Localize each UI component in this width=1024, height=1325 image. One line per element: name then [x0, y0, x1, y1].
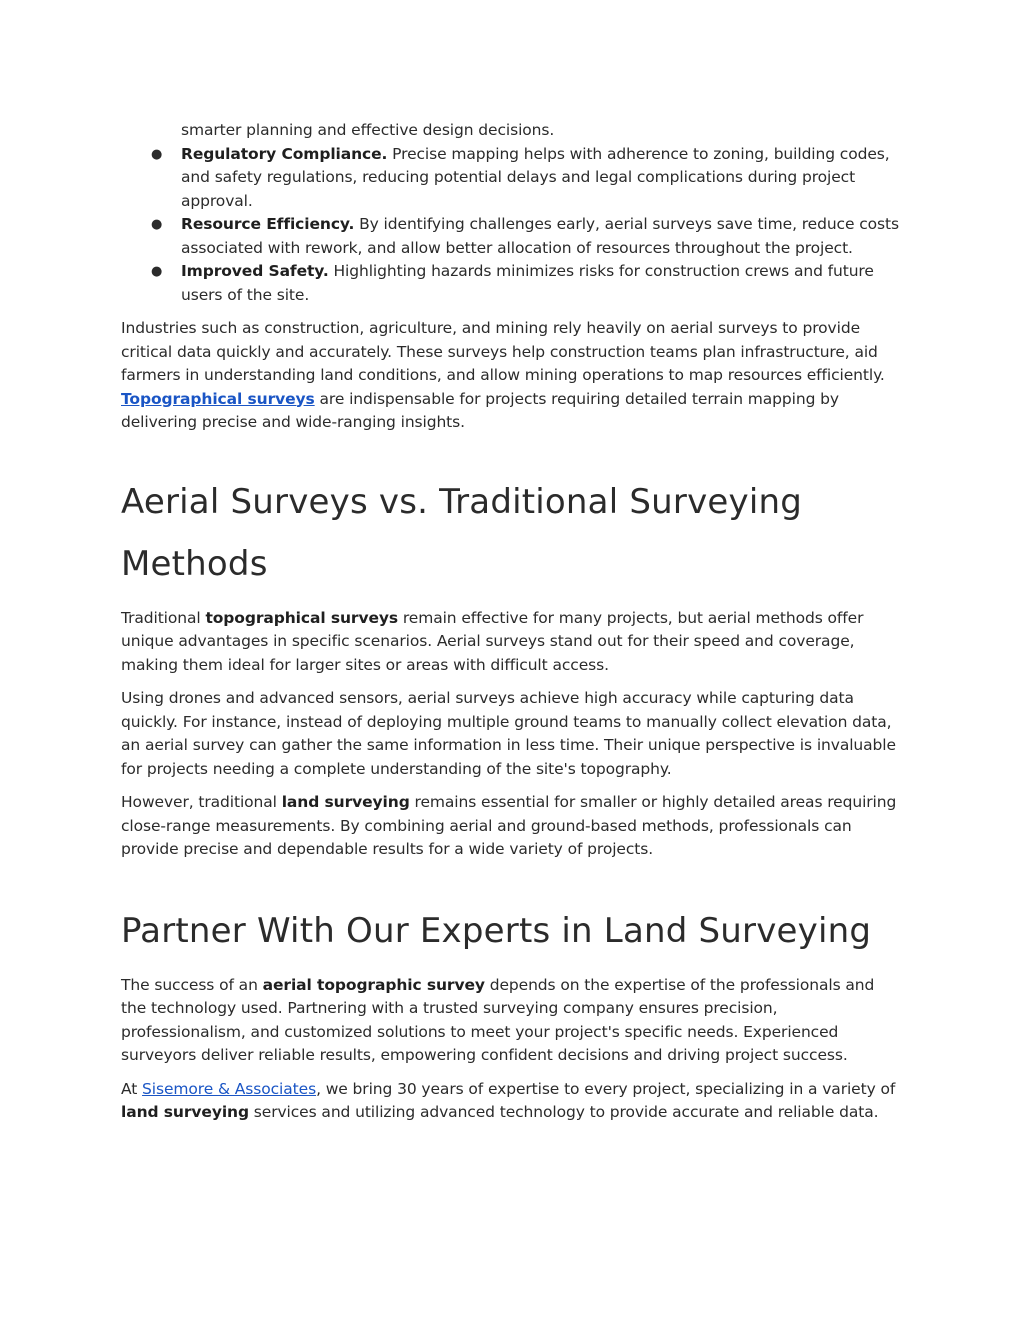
traditional-paragraph: Traditional topographical surveys remain effective for many projects, but aerial methods offer unique advantages in specific scenarios. Aerial surveys stand out for their speed and coverage, making them ideal for larger sites or areas with difficult access.: [121, 608, 864, 674]
benefits-list: [121, 143, 901, 308]
list-item-text: Highlighting hazards minimizes risks for construction crews and future users of the site.: [181, 262, 874, 304]
bullet-continuation: smarter planning and effective design decisions.: [181, 121, 555, 139]
topographical-surveys-link[interactable]: Topographical surveys: [121, 389, 315, 408]
sisemore-paragraph: At Sisemore & Associates, we bring 30 years of expertise to every project, specializing in a variety of land surveying services and utilizing advanced technology to provide accurate and reliable data.: [121, 1079, 896, 1121]
list-item-title: Improved Safety.: [181, 262, 329, 280]
industries-paragraph: Industries such as construction, agriculture, and mining rely heavily on aerial surveys to provide critical data quickly and accurately. These surveys help construction teams plan infrastructure, aid farmers in understanding land conditions, and allow mining operations to map resources efficiently. Topographical surveys are indispensable for projects requiring detailed terrain mapping by delivering precise and wide-ranging insights.: [121, 319, 885, 431]
sisemore-associates-link[interactable]: Sisemore & Associates: [142, 1079, 317, 1098]
list-item: [121, 213, 901, 260]
however-paragraph: However, traditional land surveying remains essential for smaller or highly detailed areas requiring close-range measurements. By combining aerial and ground-based methods, professionals can provide precise and dependable results for a wide variety of projects.: [121, 793, 897, 858]
section-heading-partner: Partner With Our Experts in Land Surveying: [121, 910, 872, 951]
drones-paragraph: Using drones and advanced sensors, aerial surveys achieve high accuracy while capturing data quickly. For instance, instead of deploying multiple ground teams to manually collect elevation data, an aerial survey can gather the same information in less time. Their unique perspective is invaluable for projects needing a complete understanding of the site's topography.: [121, 689, 896, 778]
list-item-title: Resource Efficiency.: [181, 215, 355, 233]
bullet-dot-icon: ●: [151, 264, 163, 279]
document-body: [121, 119, 901, 1135]
bullet-dot-icon: ●: [151, 146, 163, 162]
list-item-text: Precise mapping helps with adherence to zoning, building codes, and safety regulations, reducing potential delays and legal complications during project approval.: [181, 144, 890, 210]
list-item: [121, 143, 901, 214]
section-heading-aerial-vs-traditional: Aerial Surveys vs. Traditional Surveying Methods: [121, 481, 803, 584]
success-paragraph: The success of an aerial topographic survey depends on the expertise of the professionals and the technology used. Partnering with a trusted surveying company ensures precision, professionalism, and customized solutions to meet your project's specific needs. Experienced surveyors deliver reliable results, empowering confident decisions and driving project success.: [121, 975, 875, 1064]
bullet-dot-icon: ●: [151, 217, 163, 232]
list-item: [121, 260, 901, 307]
list-item-text: By identifying challenges early, aerial surveys save time, reduce costs associated with rework, and allow better allocation of resources throughout the project.: [181, 215, 899, 257]
list-item-title: Regulatory Compliance.: [181, 144, 388, 163]
